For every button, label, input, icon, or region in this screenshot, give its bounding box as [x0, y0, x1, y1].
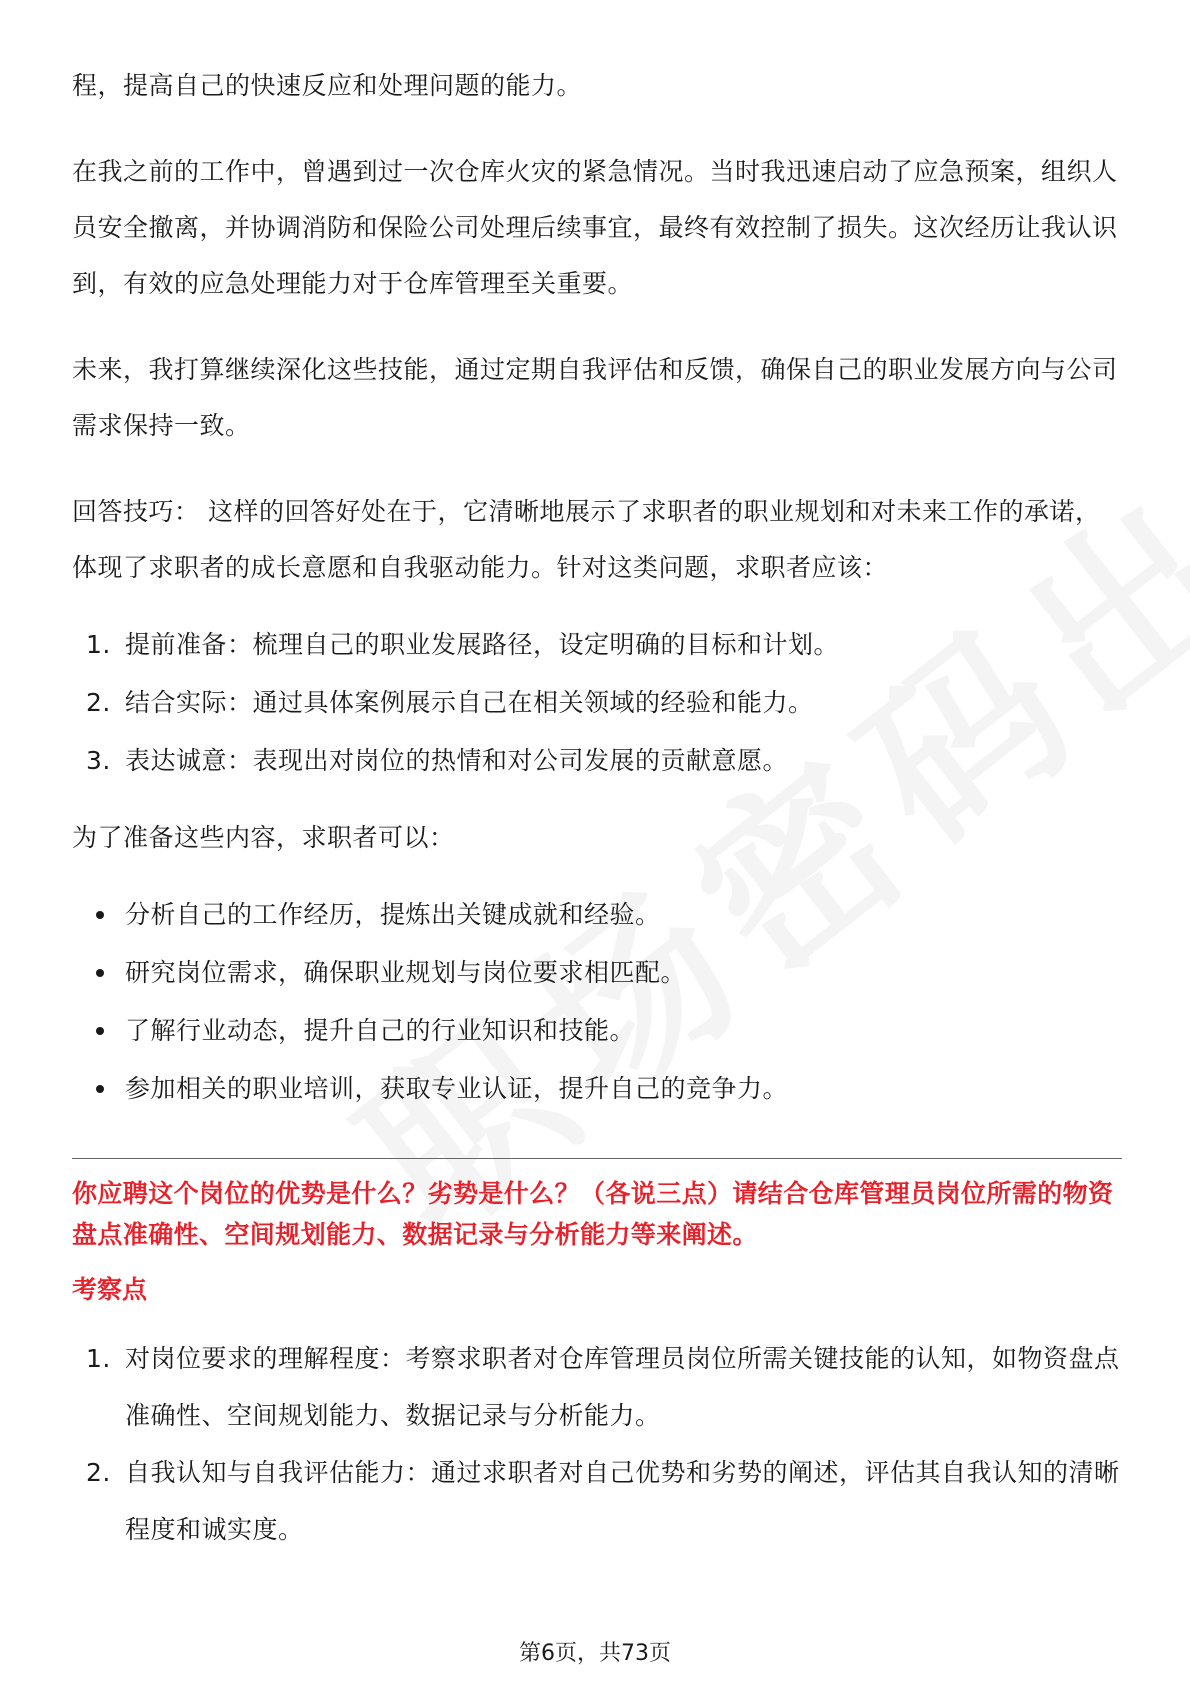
bullet-dot-icon [96, 911, 104, 919]
interview-question: 你应聘这个岗位的优势是什么？劣势是什么？（各说三点）请结合仓库管理员岗位所需的物资盘点准确性、空间规划能力、数据记录与分析能力等来阐述。 [72, 1179, 1114, 1249]
list-number: 1. [86, 630, 111, 659]
list-number: 2. [86, 688, 111, 717]
list-item [72, 616, 1122, 674]
list-item-text: 对岗位要求的理解程度：考察求职者对仓库管理员岗位所需关键技能的认知，如物资盘点准确性、空间规划能力、数据记录与分析能力。 [125, 1344, 1120, 1430]
list-item [72, 732, 1122, 790]
list-item-text: 提前准备：梳理自己的职业发展路径，设定明确的目标和计划。 [125, 630, 840, 659]
list-item [72, 1060, 1122, 1118]
list-number: 2. [86, 1458, 111, 1487]
list-item [72, 1002, 1122, 1060]
key-points-list [72, 1330, 1122, 1558]
tips-numbered-list [72, 616, 1122, 790]
list-number: 1. [86, 1344, 111, 1373]
prep-bullet-list [72, 886, 1122, 1118]
list-item [72, 944, 1122, 1002]
list-item-text: 自我认知与自我评估能力：通过求职者对自己优势和劣势的阐述，评估其自我认知的清晰程度和诚实度。 [125, 1458, 1120, 1544]
bullet-dot-icon [96, 969, 104, 977]
paragraph-continuation: 程，提高自己的快速反应和处理问题的能力。 [72, 71, 583, 100]
bullet-dot-icon [96, 1027, 104, 1035]
paragraph-prep-intro: 为了准备这些内容，求职者可以： [72, 823, 455, 852]
page-footer: 第6页，共73页 [519, 1641, 671, 1666]
list-item-text: 结合实际：通过具体案例展示自己在相关领域的经验和能力。 [125, 688, 814, 717]
list-item-text: 表达诚意：表现出对岗位的热情和对公司发展的贡献意愿。 [125, 746, 789, 775]
paragraph-future-plan: 未来，我打算继续深化这些技能，通过定期自我评估和反馈，确保自己的职业发展方向与公司需求保持一致。 [72, 355, 1118, 440]
list-item-text: 研究岗位需求，确保职业规划与岗位要求相匹配。 [125, 958, 687, 987]
list-item-text: 了解行业动态，提升自己的行业知识和技能。 [125, 1016, 636, 1045]
document-page [72, 58, 1122, 1558]
list-item-text: 分析自己的工作经历，提炼出关键成就和经验。 [125, 900, 661, 929]
section-divider [72, 1158, 1122, 1159]
list-number: 3. [86, 746, 111, 775]
list-item [72, 674, 1122, 732]
paragraph-answer-tips: 回答技巧： 这样的回答好处在于，它清晰地展示了求职者的职业规划和对未来工作的承诺，体现了求职者的成长意愿和自我驱动能力。针对这类问题，求职者应该： [72, 497, 1101, 582]
section-heading: 考察点 [72, 1275, 148, 1304]
list-item [72, 886, 1122, 944]
list-item [72, 1330, 1122, 1444]
bullet-dot-icon [96, 1085, 104, 1093]
list-item [72, 1444, 1122, 1558]
paragraph-fire-incident: 在我之前的工作中，曾遇到过一次仓库火灾的紧急情况。当时我迅速启动了应急预案，组织人员安全撤离，并协调消防和保险公司处理后续事宜，最终有效控制了损失。这次经历让我认识到，有效的应急处理能力对于仓库管理至关重要。 [72, 157, 1118, 298]
list-item-text: 参加相关的职业培训，获取专业认证，提升自己的竞争力。 [125, 1074, 789, 1103]
